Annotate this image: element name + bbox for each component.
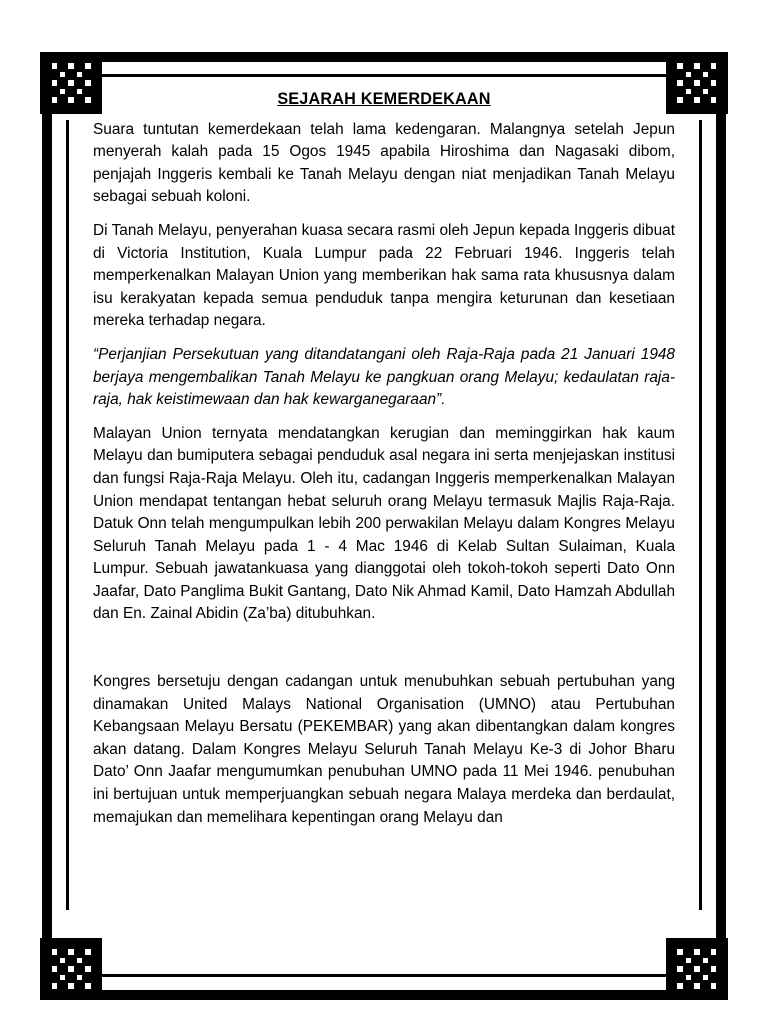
border-left xyxy=(42,52,52,1000)
paragraph-4: Malayan Union ternyata mendatangkan kerugian dan meminggirkan hak kaum Melayu dan bumiputera sebagai penduduk asal negara ini serta menjejaskan institusi dan fungsi Raja-Raja Melayu. Oleh itu, cadangan Inggeris memperkenalkan Malayan Union mendapat tentangan hebat seluruh orang Melayu termasuk Majlis Raja-Raja. Datuk Onn telah mengumpulkan lebih 200 perwakilan Melayu dalam Kongres Melayu Seluruh Tanah Melayu pada 1 - 4 Mac 1946 di Kelab Sultan Sulaiman, Kuala Lumpur. Sebuah jawatankuasa yang dianggotai oleh tokoh-tokoh seperti Dato Onn Jaafar, Dato Panglima Bukit Gantang, Dato Nik Ahmad Kamil, Dato Hamzah Abdullah dan En. Zainal Abidin (Za’ba) ditubuhkan. xyxy=(93,424,675,623)
paragraph-gap xyxy=(93,637,675,671)
corner-ornament-bottom-right xyxy=(666,938,728,1000)
document-body xyxy=(93,88,675,840)
paragraph-5: Kongres bersetuju dengan cadangan untuk menubuhkan sebuah pertubuhan yang dinamakan United Malays National Organisation (UMNO) atau Pertubuhan Kebangsaan Melayu Bersatu (PEKEMBAR) yang akan dibentangkan dalam kongres akan datang. Dalam Kongres Melayu Seluruh Tanah Melayu Ke-3 di Johor Bharu Dato’ Onn Jaafar mengumumkan penubuhan UMNO pada 11 Mei 1946. penubuhan ini bertujuan untuk memperjuangkan sebuah negara Malaya merdeka dan berdaulat, memajukan dan memelihara kepentingan orang Melayu dan xyxy=(93,673,675,826)
border-bottom xyxy=(40,990,728,1000)
document-title: SEJARAH KEMERDEKAAN xyxy=(277,90,491,108)
border-top xyxy=(40,52,728,62)
paragraph-1: Suara tuntutan kemerdekaan telah lama kedengaran. Malangnya setelah Jepun menyerah kalah pada 15 Ogos 1945 apabila Hiroshima dan Nagasaki dibom, penjajah Inggeris kembali ke Tanah Melayu dengan niat menjadikan Tanah Melayu sebagai sebuah koloni. xyxy=(93,120,675,206)
border-right xyxy=(716,52,726,1000)
corner-ornament-top-right xyxy=(666,52,728,114)
corner-ornament-bottom-left xyxy=(40,938,102,1000)
quote-paragraph: “Perjanjian Persekutuan yang ditandatangani oleh Raja-Raja pada 21 Januari 1948 berjaya mengembalikan Tanah Melayu ke pangkuan orang Melayu; kedaulatan raja-raja, hak keistimewaan dan hak kewarganegaraan”. xyxy=(93,345,675,409)
paragraph-2: Di Tanah Melayu, penyerahan kuasa secara rasmi oleh Jepun kepada Inggeris dibuat di Victoria Institution, Kuala Lumpur pada 22 Februari 1946. Inggeris telah memperkenalkan Malayan Union yang memberikan hak sama rata khususnya dalam isu kerakyatan kepada semua penduduk tanpa mengira keturunan dan kesetiaan mereka terhadap negara. xyxy=(93,221,675,330)
